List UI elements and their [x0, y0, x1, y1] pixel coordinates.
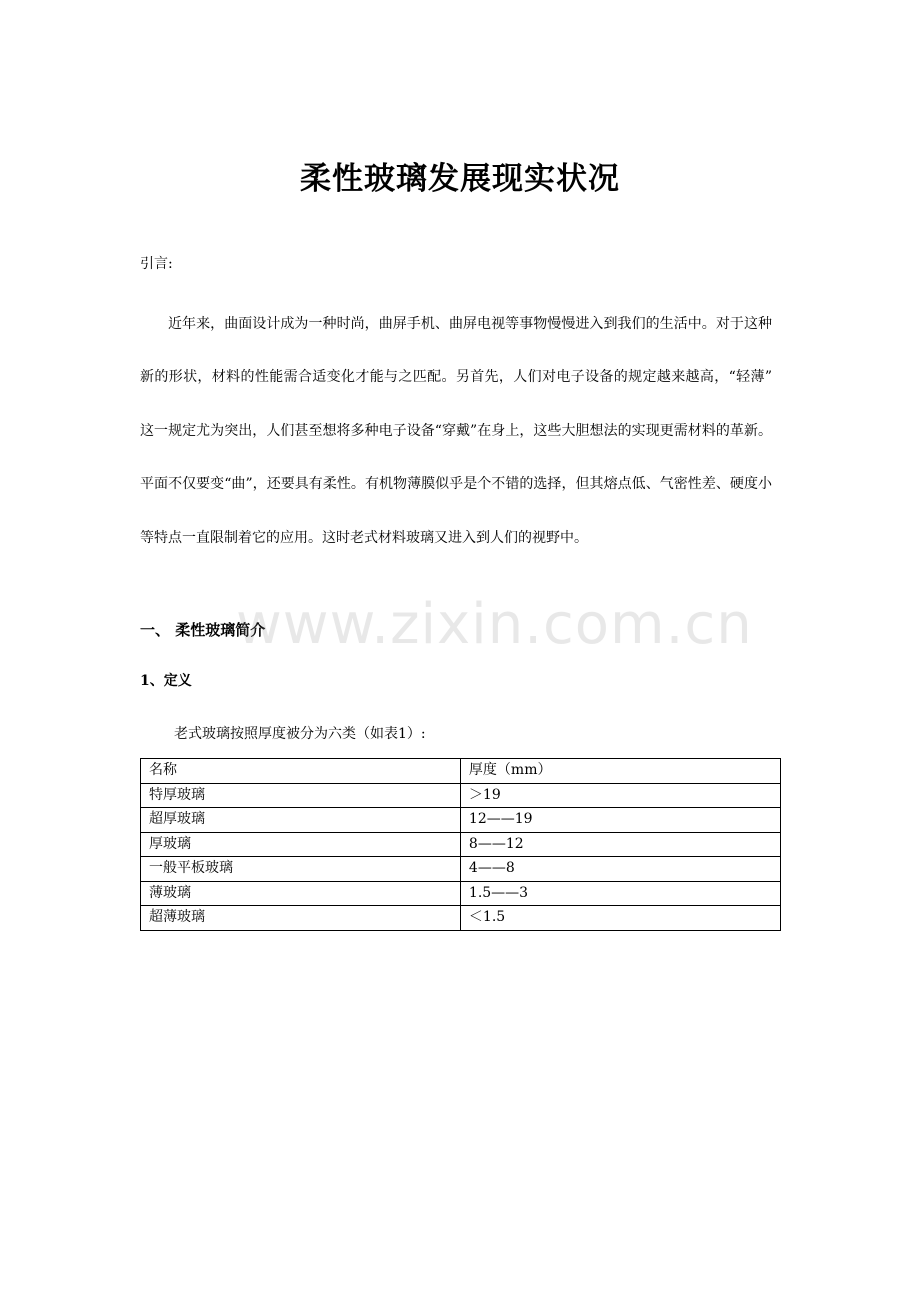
table-cell-name: 薄玻璃: [141, 881, 461, 906]
glass-thickness-table: [140, 758, 781, 931]
table-cell-name: 厚玻璃: [141, 832, 461, 857]
table-intro-text: 老式玻璃按照厚度被分为六类（如表1）:: [174, 726, 426, 742]
watermark: www.zixin.com.cn: [236, 592, 753, 657]
table-row: [141, 808, 781, 833]
document-title: 柔性玻璃发展现实状况: [300, 161, 620, 197]
intro-label: 引言:: [140, 256, 173, 272]
table-cell-name: 超薄玻璃: [141, 906, 461, 931]
table-row: [141, 881, 781, 906]
table-row: [141, 906, 781, 931]
table-cell-thickness: 1.5——3: [460, 881, 780, 906]
table-row: [141, 857, 781, 882]
table-header-row: [141, 759, 781, 784]
subsection-heading: 1、定义: [140, 673, 192, 689]
table-cell-name: 超厚玻璃: [141, 808, 461, 833]
intro-paragraph: 近年来，曲面设计成为一种时尚，曲屏手机、曲屏电视等事物慢慢进入到我们的生活中。对于这种新的形状，材料的性能需合适变化才能与之匹配。另首先，人们对电子设备的规定越来越高，“轻薄” 这一规定尤为突出，人们甚至想将多种电子设备“穿戴”在身上，这些大胆想法的实现更需材料的革新。平面不仅要变“曲”，还要具有柔性。有机物薄膜似乎是个不错的选择，但其熔点低、气密性差、硬度小等特点一直限制着它的应用。这时老式材料玻璃又进入到人们的视野中。: [140, 316, 772, 546]
table-header-cell: 厚度（mm）: [460, 759, 780, 784]
section-heading: 一、 柔性玻璃简介: [140, 621, 266, 639]
table-cell-name: 特厚玻璃: [141, 783, 461, 808]
table-cell-name: 一般平板玻璃: [141, 857, 461, 882]
table-header-cell: 名称: [141, 759, 461, 784]
table-cell-thickness: 12——19: [460, 808, 780, 833]
table-cell-thickness: 8——12: [460, 832, 780, 857]
table-cell-thickness: 4——8: [460, 857, 780, 882]
table-row: [141, 783, 781, 808]
table-row: [141, 832, 781, 857]
table-cell-thickness: ＞19: [460, 783, 780, 808]
table-cell-thickness: ＜1.5: [460, 906, 780, 931]
